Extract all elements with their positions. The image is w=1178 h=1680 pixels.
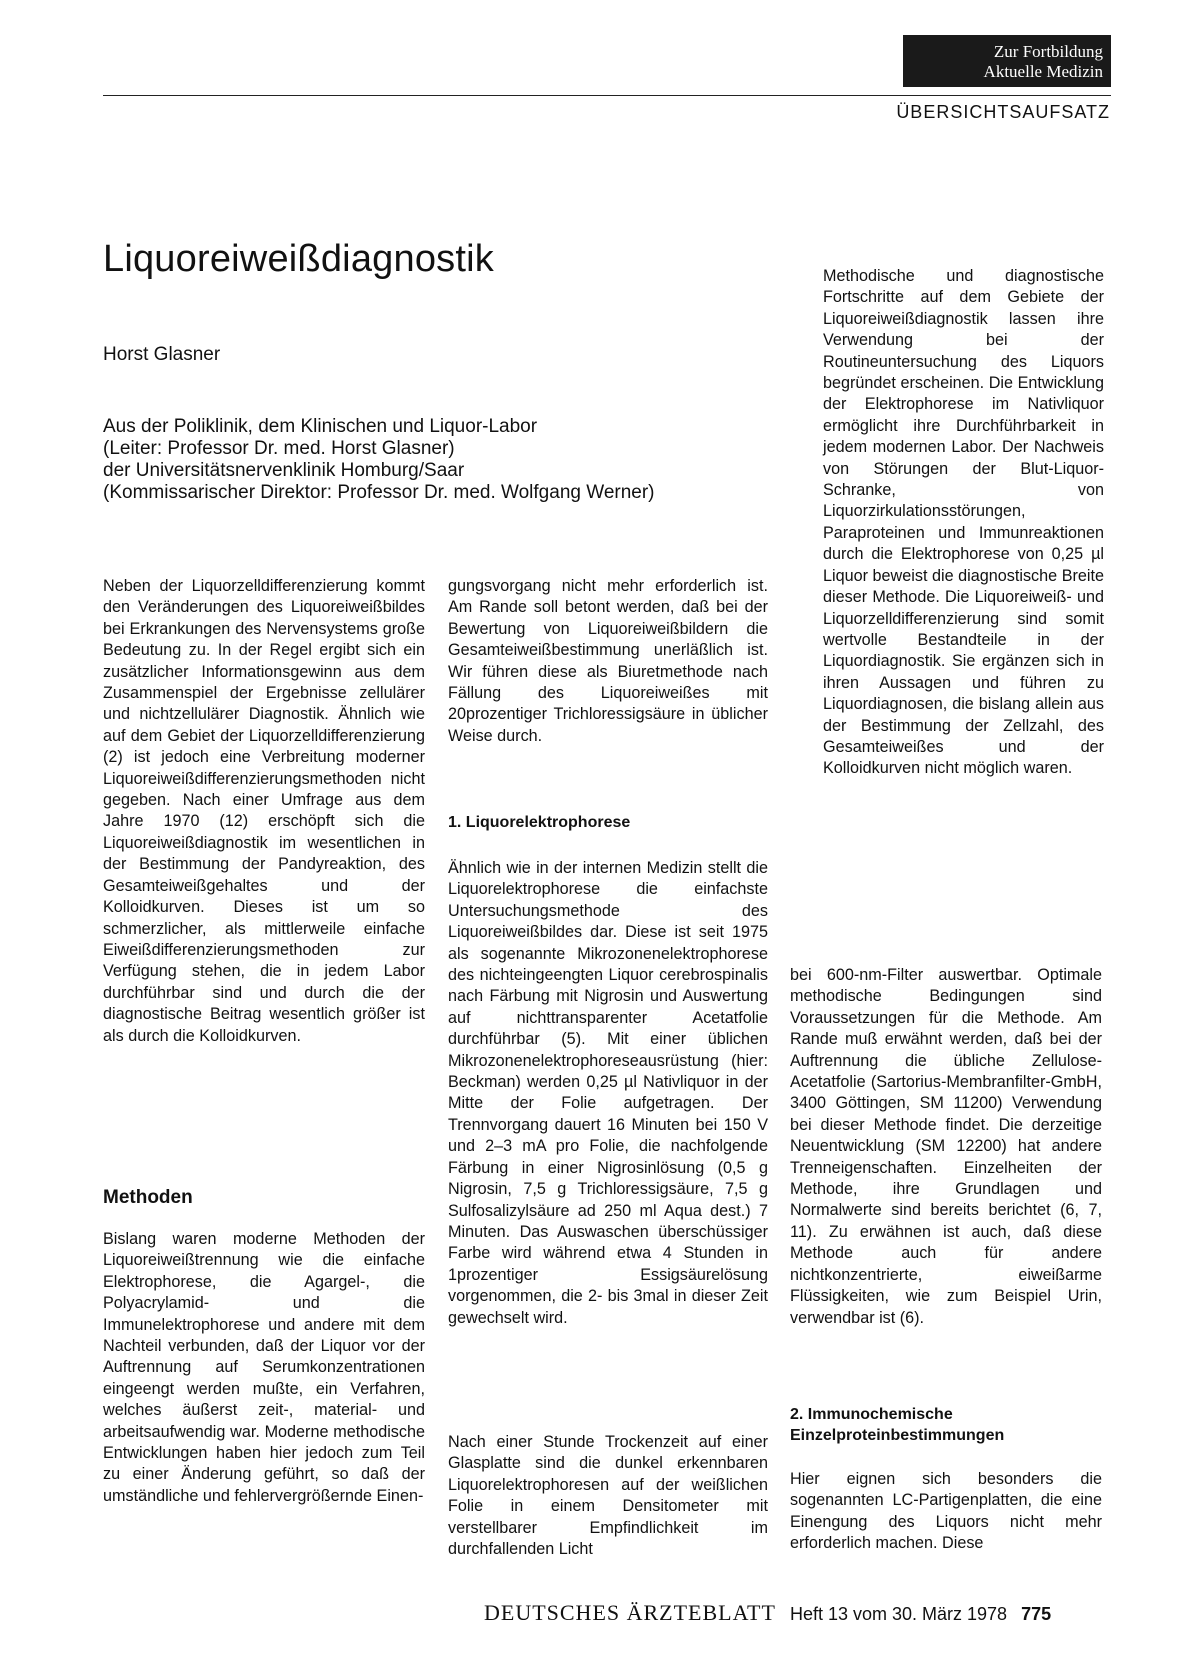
affiliation-line: der Universitätsnervenklinik Homburg/Saar <box>103 460 465 481</box>
section-2-heading-line: 2. Immunochemische <box>790 1406 953 1423</box>
column-3-paragraph: bei 600-nm-Filter auswertbar. Optimale methodische Bedingungen sind Voraussetzungen für die Methode. Am Rande muß erwähnt werden, daß bei der Auftrennung die übliche Zellulose-Acetatfolie (Sartorius-Membranfilter-GmbH, 3400 Göttingen, SM 11200) Verwendung bei dieser Methode findet. Die derzeitige Neuentwicklung (SM 12200) hat andere Trenneigenschaften. Einzelheiten der Methode, ihre Grundlagen und Normalwerte sind bereits berichtet (6, 7, 11). Zu erwähnen ist auch, daß diese Methode auch für andere nichtkonzentrierte, eiweißarme Flüssigkeiten, wie zum Beispiel Urin, verwendbar ist (6). <box>790 966 1102 1327</box>
page-footer <box>484 1600 1051 1626</box>
column-1-intro <box>103 576 425 1047</box>
article-title: Liquoreiweißdiagnostik <box>103 238 494 280</box>
issue-info: Heft 13 vom 30. März 1978 <box>789 1604 1008 1624</box>
column-2-paragraph: gungsvorgang nicht mehr erforderlich ist. Am Rande soll betont werden, daß bei der Bewertung von Liquoreiweißbildern die Gesamteiweißbestimmung unerläßlich ist. Wir führen diese als Biuretmethode nach Fällung des Liquoreiweißes mit 20prozentiger Trichloressigsäure in üblicher Weise durch. <box>448 577 768 745</box>
page-number: 775 <box>1021 1604 1052 1624</box>
rubric-line-2: Aktuelle Medizin <box>983 62 1103 81</box>
rubric-badge <box>903 35 1111 87</box>
column-3-top <box>790 965 1102 1329</box>
intro-paragraph: Neben der Liquorzelldifferenzierung kommt den Veränderungen des Liquoreiweißbildes bei Erkrankungen des Nervensystems große Bedeutung zu. In der Regel ergibt sich ein zusätzlicher Informationsgewinn aus dem Zusammenspiel der Ergebnisse zellulärer und nichtzellulärer Diagnostik. Ähnlich wie auf dem Gebiet der Liquorzelldifferenzierung (2) ist jedoch eine Verbreitung moderner Liquoreiweißdifferenzierungsmethoden nicht gegeben. Nach einer Umfrage aus dem Jahre 1970 (12) erschöpft sich die Liquoreiweißdiagnostik im wesentlichen in der Bestimmung der Pandyreaktion, des Gesamteiweißgehaltes und der Kolloidkurven. Dieses ist um so schmerzlicher, als mittlerweile einfache Eiweißdifferenzierungsmethoden zur Verfügung stehen, die in jedem Labor durchführbar sind und durch die der diagnostische Beitrag wesentlich größer ist als durch die Kolloidkurven. <box>103 577 425 1045</box>
affiliation-line: (Kommissarischer Direktor: Professor Dr. med. Wolfgang Werner) <box>103 482 655 503</box>
rubric-line-1: Zur Fortbildung <box>993 42 1103 61</box>
affiliation-line: Aus der Poliklinik, dem Klinischen und Liquor-Labor <box>103 416 538 437</box>
abstract <box>823 266 1104 780</box>
section-label: ÜBERSICHTSAUFSATZ <box>896 102 1110 122</box>
header-rule <box>103 95 1111 96</box>
affiliation <box>103 416 655 504</box>
journal-name: DEUTSCHES ÄRZTEBLATT <box>484 1600 776 1625</box>
section-1-body-2 <box>448 1432 768 1560</box>
section-2-heading-line: Einzelproteinbestimmungen <box>790 1427 1005 1444</box>
section-2-paragraph: Hier eignen sich besonders die sogenannten LC-Partigenplatten, die eine Einengung des Liquors nicht mehr erforderlich machen. Diese <box>790 1470 1102 1553</box>
section-2-body <box>790 1469 1102 1555</box>
column-1-methoden <box>103 1229 425 1507</box>
author: Horst Glasner <box>103 344 221 365</box>
methoden-heading: Methoden <box>103 1187 193 1208</box>
section-1-body <box>448 858 768 1329</box>
section-2-heading <box>790 1404 1004 1446</box>
affiliation-line: (Leiter: Professor Dr. med. Horst Glasner) <box>103 438 455 459</box>
abstract-text: Methodische und diagnostische Fortschritte auf dem Gebiete der Liquoreiweißdiagnostik lassen ihre Verwendung bei der Routineuntersuchung des Liquors begründet erscheinen. Die Entwicklung der Elektrophorese im Nativliquor ermöglicht ihre Durchführbarkeit in jedem modernen Labor. Der Nachweis von Störungen der Blut-Liquor-Schranke, von Liquorzirkulationsstörungen, Paraproteinen und Immunreaktionen durch die Elektrophorese von 0,25 µl Liquor beweist die diagnostische Breite dieser Methode. Die Liquoreiweiß- und Liquorzelldifferenzierung sind somit wertvolle Bestandteile in der Liquordiagnostik. Sie ergänzen sich in ihren Aussagen und führen zu Liquordiagnosen, die bislang allein aus der Bestimmung der Zellzahl, des Gesamteiweißes und der Kolloidkurven nicht möglich waren. <box>823 267 1104 778</box>
section-1-paragraph: Ähnlich wie in der internen Medizin stellt die Liquorelektrophorese die einfachste Untersuchungsmethode des Liquoreiweißbildes dar. Diese ist seit 1975 als sogenannte Mikrozonenelektrophorese des nichteingeengten Liquor cerebrospinalis nach Färbung mit Nigrosin und Auswertung auf nichttransparenter Acetatfolie durchführbar (5). Mit einer üblichen Mikrozonenelektrophoreseausrüstung (hier: Beckman) werden 0,25 µl Nativliquor in der Mitte der Folie aufgetragen. Der Trennvorgang dauert 16 Minuten bei 150 V und 2–3 mA pro Folie, die nachfolgende Färbung in einer Nigrosinlösung (0,5 g Nigrosin, 7,5 g Trichloressigsäure, 7,5 g Sulfosalizylsäure ad 250 ml Aqua dest.) 7 Minuten. Das Auswaschen überschüssiger Farbe wird während etwa 4 Stunden in 1prozentiger Essigsäurelösung vorgenommen, die 2- bis 3mal in dieser Zeit gewechselt wird. <box>448 859 768 1327</box>
column-2-top <box>448 576 768 747</box>
section-1-heading: 1. Liquorelektrophorese <box>448 814 631 831</box>
methoden-paragraph: Bislang waren moderne Methoden der Liquoreiweißtrennung wie die einfache Elektrophorese, die Agargel-, die Polyacrylamid- und die Immunelektrophorese und andere mit dem Nachteil verbunden, daß der Liquor vor der Auftrennung auf Serumkonzentrationen eingeengt werden mußte, ein Verfahren, welches äußerst zeit-, material- und arbeitsaufwendig war. Moderne methodische Entwicklungen haben hier jedoch zum Teil zu einer Änderung geführt, so daß der umständliche und fehlervergrößernde Einen- <box>103 1230 425 1505</box>
section-1-paragraph-2: Nach einer Stunde Trockenzeit auf einer Glasplatte sind die dunkel erkennbaren Liquorelektrophoresen auf der weißlichen Folie in einem Densitometer mit verstellbarer Empfindlichkeit im durchfallenden Licht <box>448 1433 768 1559</box>
